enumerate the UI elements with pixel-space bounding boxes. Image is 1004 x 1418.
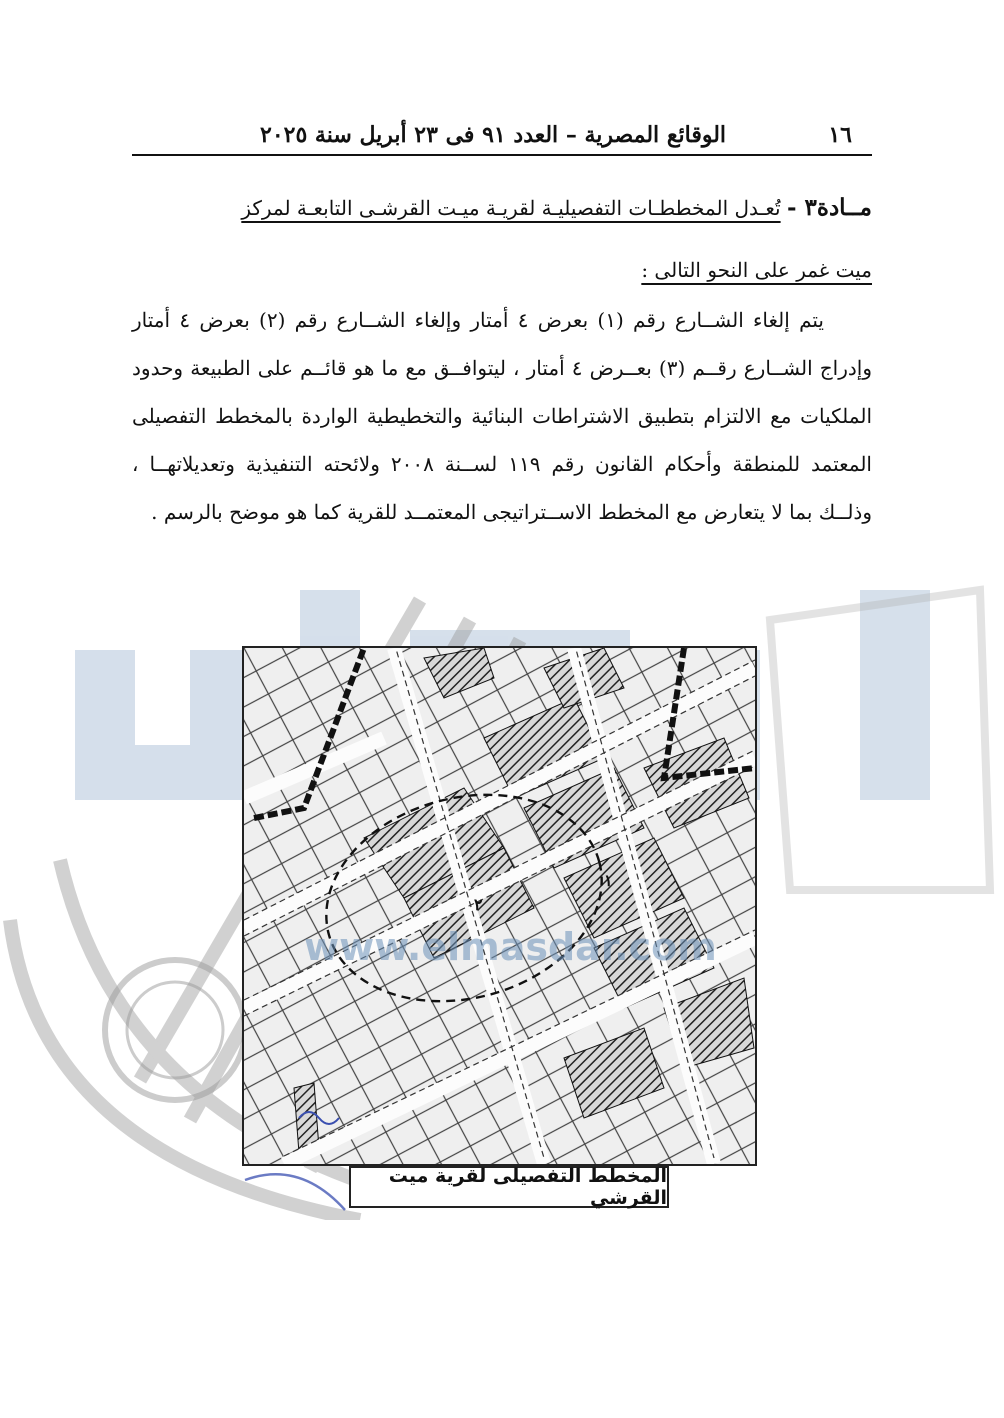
article-content bbox=[132, 184, 872, 536]
article-heading bbox=[132, 184, 872, 232]
street-number-2: ٢ bbox=[474, 895, 483, 914]
article-heading-line2-wrap bbox=[132, 246, 872, 294]
article-label: مــادة٣ - bbox=[786, 194, 872, 221]
page-number: ١٦ bbox=[828, 122, 852, 148]
map-caption: المخطط التفصيلى لقرية ميت القرشي bbox=[349, 1166, 669, 1208]
article-body-wrap bbox=[132, 296, 872, 536]
article-body: يتم إلغاء الشــارع رقم (١) بعرض ٤ أمتار وإلغاء الشــارع رقم (٢) بعرض ٤ أمتار وإدراج الشــارع رقــم (٣) بعــرض ٤ أمتار ، ليتوافــق مع ما هو قائــم على الطبيعة وحدود الملكيات مع الالتزام بتطبيق الاشتراطات البنائية والتخطيطية الواردة بالمخطط التفصيلى المعتمد للمنطقة وأحكام القانون رقم ١١٩ لســنة ٢٠٠٨ ولائحته التنفيذية وتعديلاتهــا ، وذلــك بما لا يتعارض مع المخطط الاســتراتيجى المعتمــد للقرية كما هو موضح بالرسم . bbox=[132, 308, 873, 524]
page-header bbox=[132, 112, 872, 156]
article-heading-line1: تُعـدل المخططـات التفصيليـة لقريـة ميـت القرشـى التابعـة لمركز bbox=[241, 196, 781, 220]
village-detailed-plan-map bbox=[242, 646, 757, 1166]
article-heading-line2: ميت غمر على النحو التالى : bbox=[641, 258, 872, 282]
stamp-arc bbox=[240, 1160, 350, 1220]
map-watermark-text: www.elmasdar.com bbox=[304, 925, 717, 969]
map-drawing bbox=[244, 648, 755, 1164]
gazette-title: الوقائع المصرية – العدد ٩١ فى ٢٣ أبريل سنة ٢٠٢٥ bbox=[260, 122, 727, 148]
street-number-1: ١ bbox=[604, 871, 613, 890]
